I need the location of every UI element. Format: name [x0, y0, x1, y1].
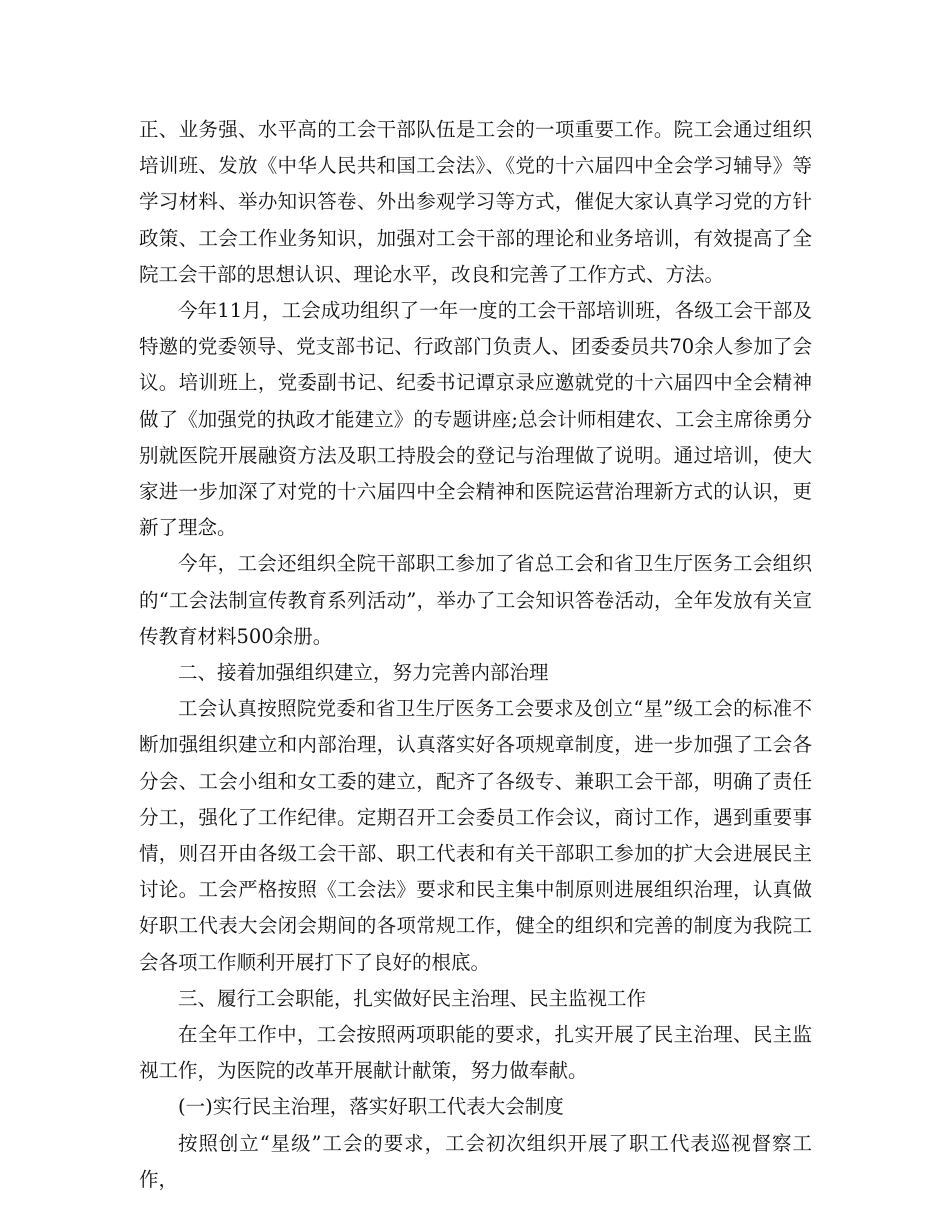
paragraph-training-class: 今年11月，工会成功组织了一年一度的工会干部培训班，各级工会干部及特邀的党委领导、党支部书记、行政部门负责人、团委委员共70余人参加了会议。培训班上，党委副书记、纪委书记谭京录应邀就党的十六届四中全会精神做了《加强党的执政才能建立》的专题讲座;总会计师相建农、工会主席徐勇分别就医院开展融资方法及职工持股会的登记与治理做了说明。通过培训，使大家进一步加深了对党的十六届四中全会精神和医院运营治理新方式的认识，更新了理念。 — [139, 299, 812, 540]
paragraph-inspection: 按照创立“星级”工会的要求，工会初次组织开展了职工代表巡视督察工作， — [139, 1131, 812, 1191]
document-body — [139, 112, 812, 1198]
section-heading-organization: 二、接着加强组织建立，努力完善内部治理 — [178, 661, 549, 685]
paragraph-functions: 在全年工作中，工会按照两项职能的要求，扎实开展了民主治理、民主监视工作，为医院的改革开展献计献策，努力做奉献。 — [139, 1023, 812, 1083]
paragraph-legal-education: 今年，工会还组织全院干部职工参加了省总工会和省卫生厅医务工会组织的“工会法制宣传教育系列活动”，举办了工会知识答卷活动，全年发放有关宣传教育材料500余册。 — [139, 552, 812, 648]
subsection-heading-democratic-management: (一)实行民主治理，落实好职工代表大会制度 — [178, 1095, 564, 1119]
paragraph-training-intro: 正、业务强、水平高的工会干部队伍是工会的一项重要工作。院工会通过组织培训班、发放《中华人民共和国工会法》、《党的十六届四中全会学习辅导》等学习材料、举办知识答卷、外出参观学习等方式，催促大家认真学习党的方针政策、工会工作业务知识，加强对工会干部的理论和业务培训，有效提高了全院工会干部的思想认识、理论水平，改良和完善了工作方式、方法。 — [139, 118, 812, 286]
paragraph-organization: 工会认真按照院党委和省卫生厅医务工会要求及创立“星”级工会的标准不断加强组织建立和内部治理，认真落实好各项规章制度，进一步加强了工会各分会、工会小组和女工委的建立，配齐了各级专、兼职工会干部，明确了责任分工，强化了工作纪律。定期召开工会委员工作会议，商讨工作，遇到重要事情，则召开由各级工会干部、职工代表和有关干部职工参加的扩大会进展民主讨论。工会严格按照《工会法》要求和民主集中制原则进展组织治理，认真做好职工代表大会闭会期间的各项常规工作，健全的组织和完善的制度为我院工会各项工作顺利开展打下了良好的根底。 — [139, 697, 812, 974]
section-heading-functions: 三、履行工会职能，扎实做好民主治理、民主监视工作 — [178, 986, 647, 1010]
